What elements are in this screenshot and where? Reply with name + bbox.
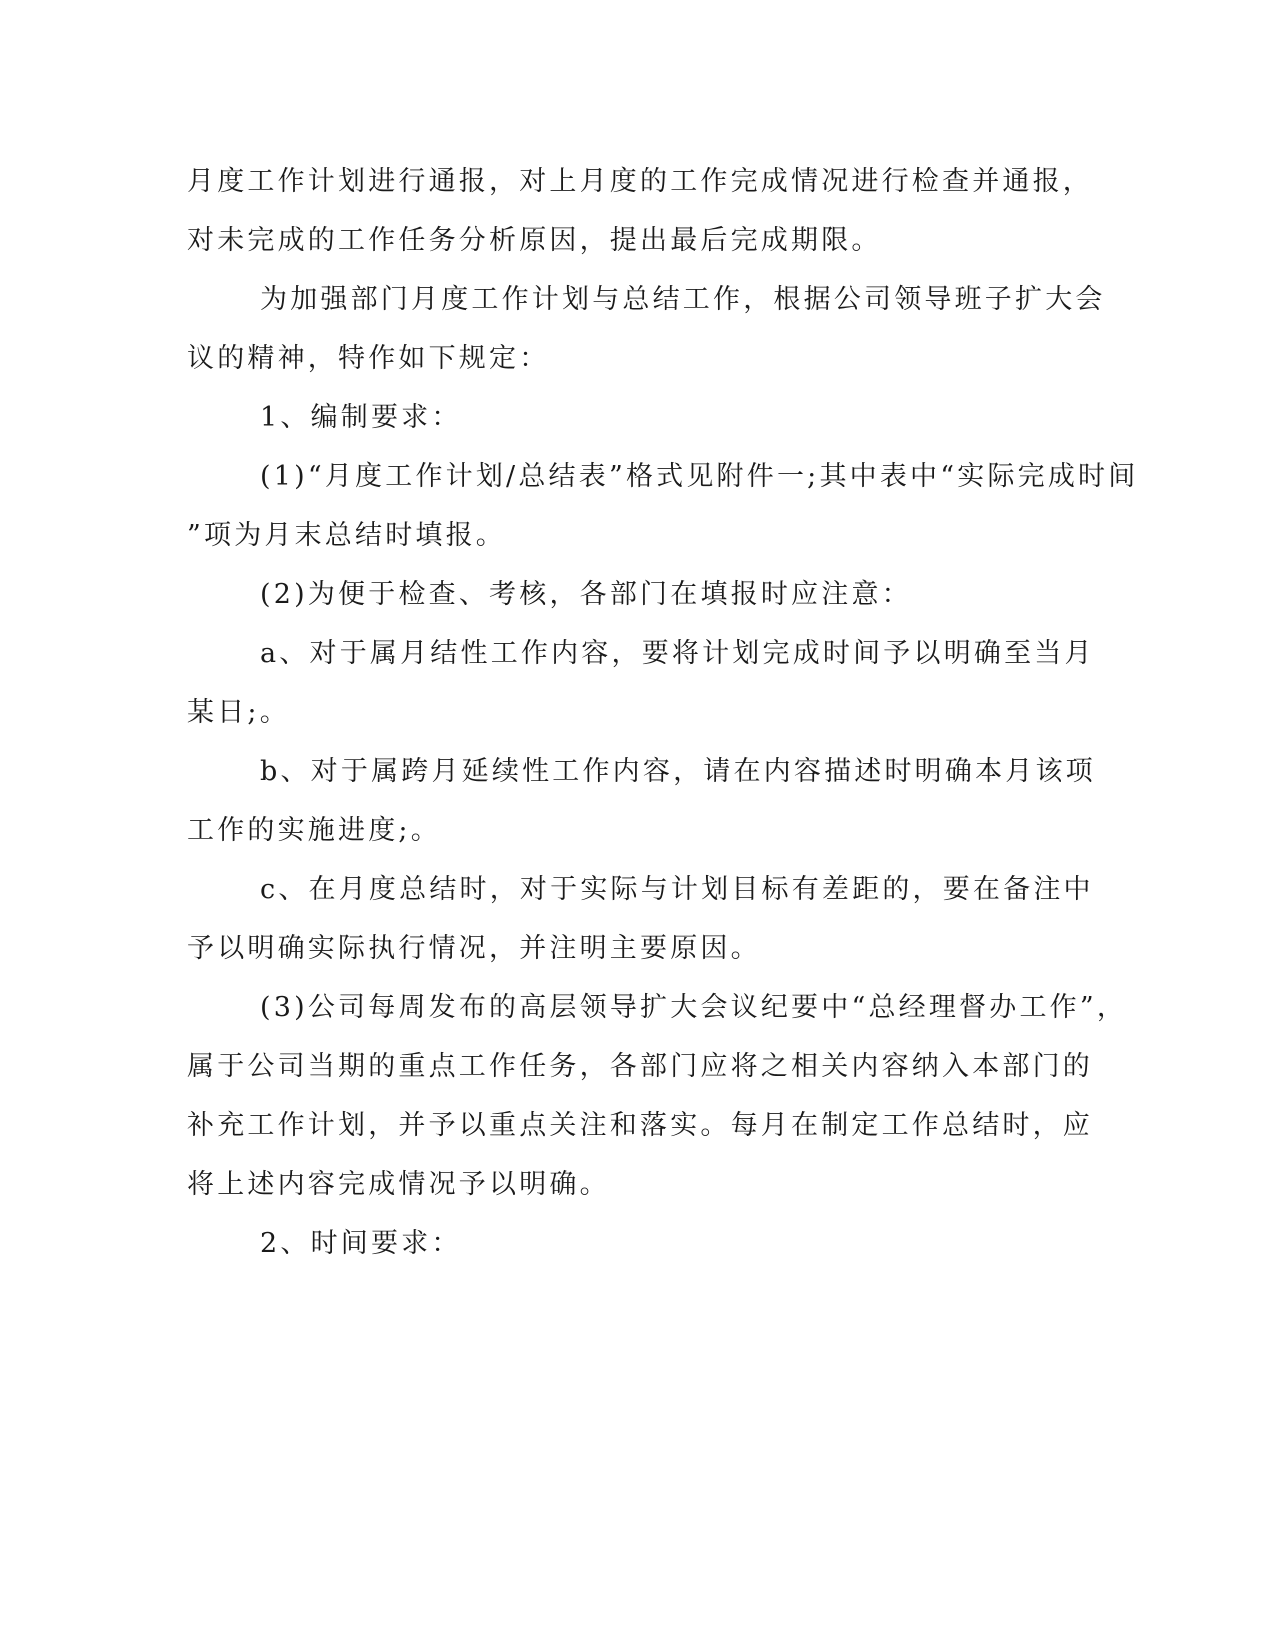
paragraph-line: 议的精神，特作如下规定：: [187, 343, 550, 374]
paragraph-line: (1)“月度工作计划/总结表”格式见附件一;其中表中“实际完成时间: [260, 461, 1139, 492]
paragraph-line: 为加强部门月度工作计划与总结工作，根据公司领导班子扩大会: [260, 284, 1106, 315]
paragraph-line: b、对于属跨月延续性工作内容，请在内容描述时明确本月该项: [260, 756, 1096, 787]
paragraph-line: 将上述内容完成情况予以明确。: [187, 1169, 610, 1200]
paragraph-line: a、对于属月结性工作内容，要将计划完成时间予以明确至当月: [260, 638, 1095, 669]
paragraph-line: 补充工作计划，并予以重点关注和落实。每月在制定工作总结时，应: [187, 1110, 1093, 1141]
paragraph-line: 对未完成的工作任务分析原因，提出最后完成期限。: [187, 225, 882, 256]
section-heading: 1、编制要求：: [260, 402, 462, 433]
paragraph-line: (3)公司每周发布的高层领导扩大会议纪要中“总经理督办工作”，: [260, 992, 1128, 1023]
paragraph-line: c、在月度总结时，对于实际与计划目标有差距的，要在备注中: [260, 874, 1094, 905]
paragraph-line: ”项为月末总结时填报。: [187, 520, 507, 551]
paragraph-line: 某日;。: [187, 697, 290, 728]
paragraph-line: 工作的实施进度;。: [187, 815, 441, 846]
section-heading: 2、时间要求：: [260, 1228, 462, 1259]
paragraph-line: 月度工作计划进行通报，对上月度的工作完成情况进行检查并通报，: [187, 166, 1093, 197]
paragraph-line: 予以明确实际执行情况，并注明主要原因。: [187, 933, 761, 964]
paragraph-line: 属于公司当期的重点工作任务，各部门应将之相关内容纳入本部门的: [187, 1051, 1093, 1082]
paragraph-line: (2)为便于检查、考核，各部门在填报时应注意：: [260, 579, 912, 610]
